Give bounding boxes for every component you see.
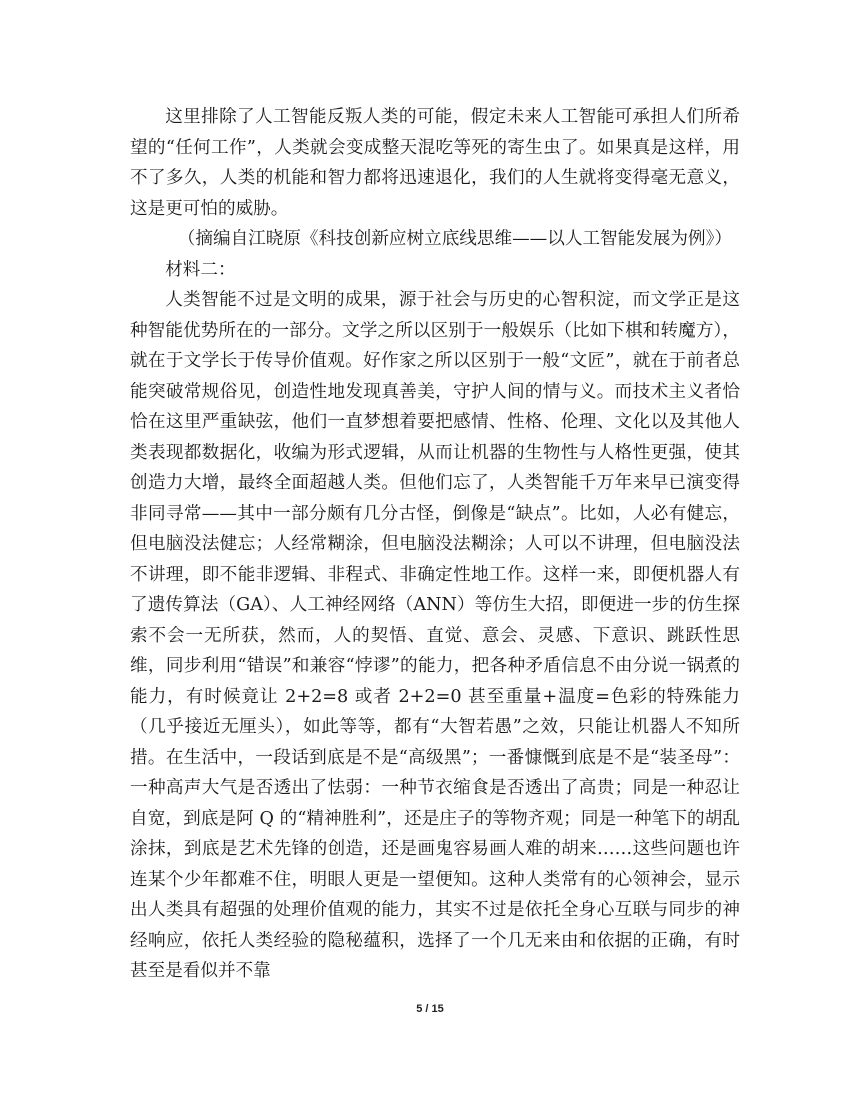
material-two-label: 材料二： bbox=[165, 259, 236, 280]
source-citation: （摘编自江晓原《科技创新应树立底线思维——以人工智能发展为例》） bbox=[177, 229, 732, 249]
document-body bbox=[130, 102, 740, 987]
page-number: 5 / 15 bbox=[416, 1003, 444, 1015]
paragraph-1: 这里排除了人工智能反叛人类的可能，假定未来人工智能可承担人们所希望的“任何工作”，人类就会变成整天混吃等死的寄生虫了。如果真是这样，用不了多久，人类的机能和智力都将迅速退化，我们的人生就将变得毫无意义，这是更可怕的威胁。 bbox=[130, 107, 740, 219]
paragraph-2: 人类智能不过是文明的成果，源于社会与历史的心智积淀，而文学正是这种智能优势所在的一部分。文学之所以区别于一般娱乐（比如下棋和转魔方），就在于文学长于传导价值观。好作家之所以区别于一般“文匠”，就在于前者总能突破常规俗见，创造性地发现真善美，守护人间的情与义。而技术主义者恰恰在这里严重缺弦，他们一直梦想着要把感情、性格、伦理、文化以及其他人类表现都数据化，收编为形式逻辑，从而让机器的生物性与人格性更强，使其创造力大增，最终全面超越人类。但他们忘了，人类智能千万年来早已演变得非同寻常——其中一部分颇有几分古怪，倒像是“缺点”。比如，人必有健忘，但电脑没法健忘；人经常糊涂，但电脑没法糊涂；人可以不讲理，但电脑没法不讲理，即不能非逻辑、非程式、非确定性地工作。这样一来，即便机器人有了遗传算法（GA）、人工神经网络（ANN）等仿生大招，即便进一步的仿生探索不会一无所获，然而，人的契悟、直觉、意会、灵感、下意识、跳跃性思维，同步利用“错误”和兼容“悖谬”的能力，把各种矛盾信息不由分说一锅煮的能力，有时候竟让 2+2=8 或者 2+2=0 甚至重量+温度=色彩的特殊能力（几乎接近无厘头），如此等等，都有“大智若愚”之效，只能让机器人不知所措。在生活中，一段话到底是不是“高级黑”；一番慷慨到底是不是“装圣母”：一种高声大气是否透出了怯弱：一种节衣缩食是否透出了高贵；同是一种忍让自宽，到底是阿 Q 的“精神胜利”，还是庄子的等物齐观；同是一种笔下的胡乱涂抹，到底是艺术先锋的创造，还是画鬼容易画人难的胡来……这些问题也许连某个少年都难不住，明眼人更是一望便知。这种人类常有的心领神会，显示出人类具有超强的处理价值观的能力，其实不过是依托全身心互联与同步的神经响应，依托人类经验的隐秘蕴积，选择了一个几无来由和依据的正确，有时甚至是看似并不靠 bbox=[130, 290, 740, 981]
